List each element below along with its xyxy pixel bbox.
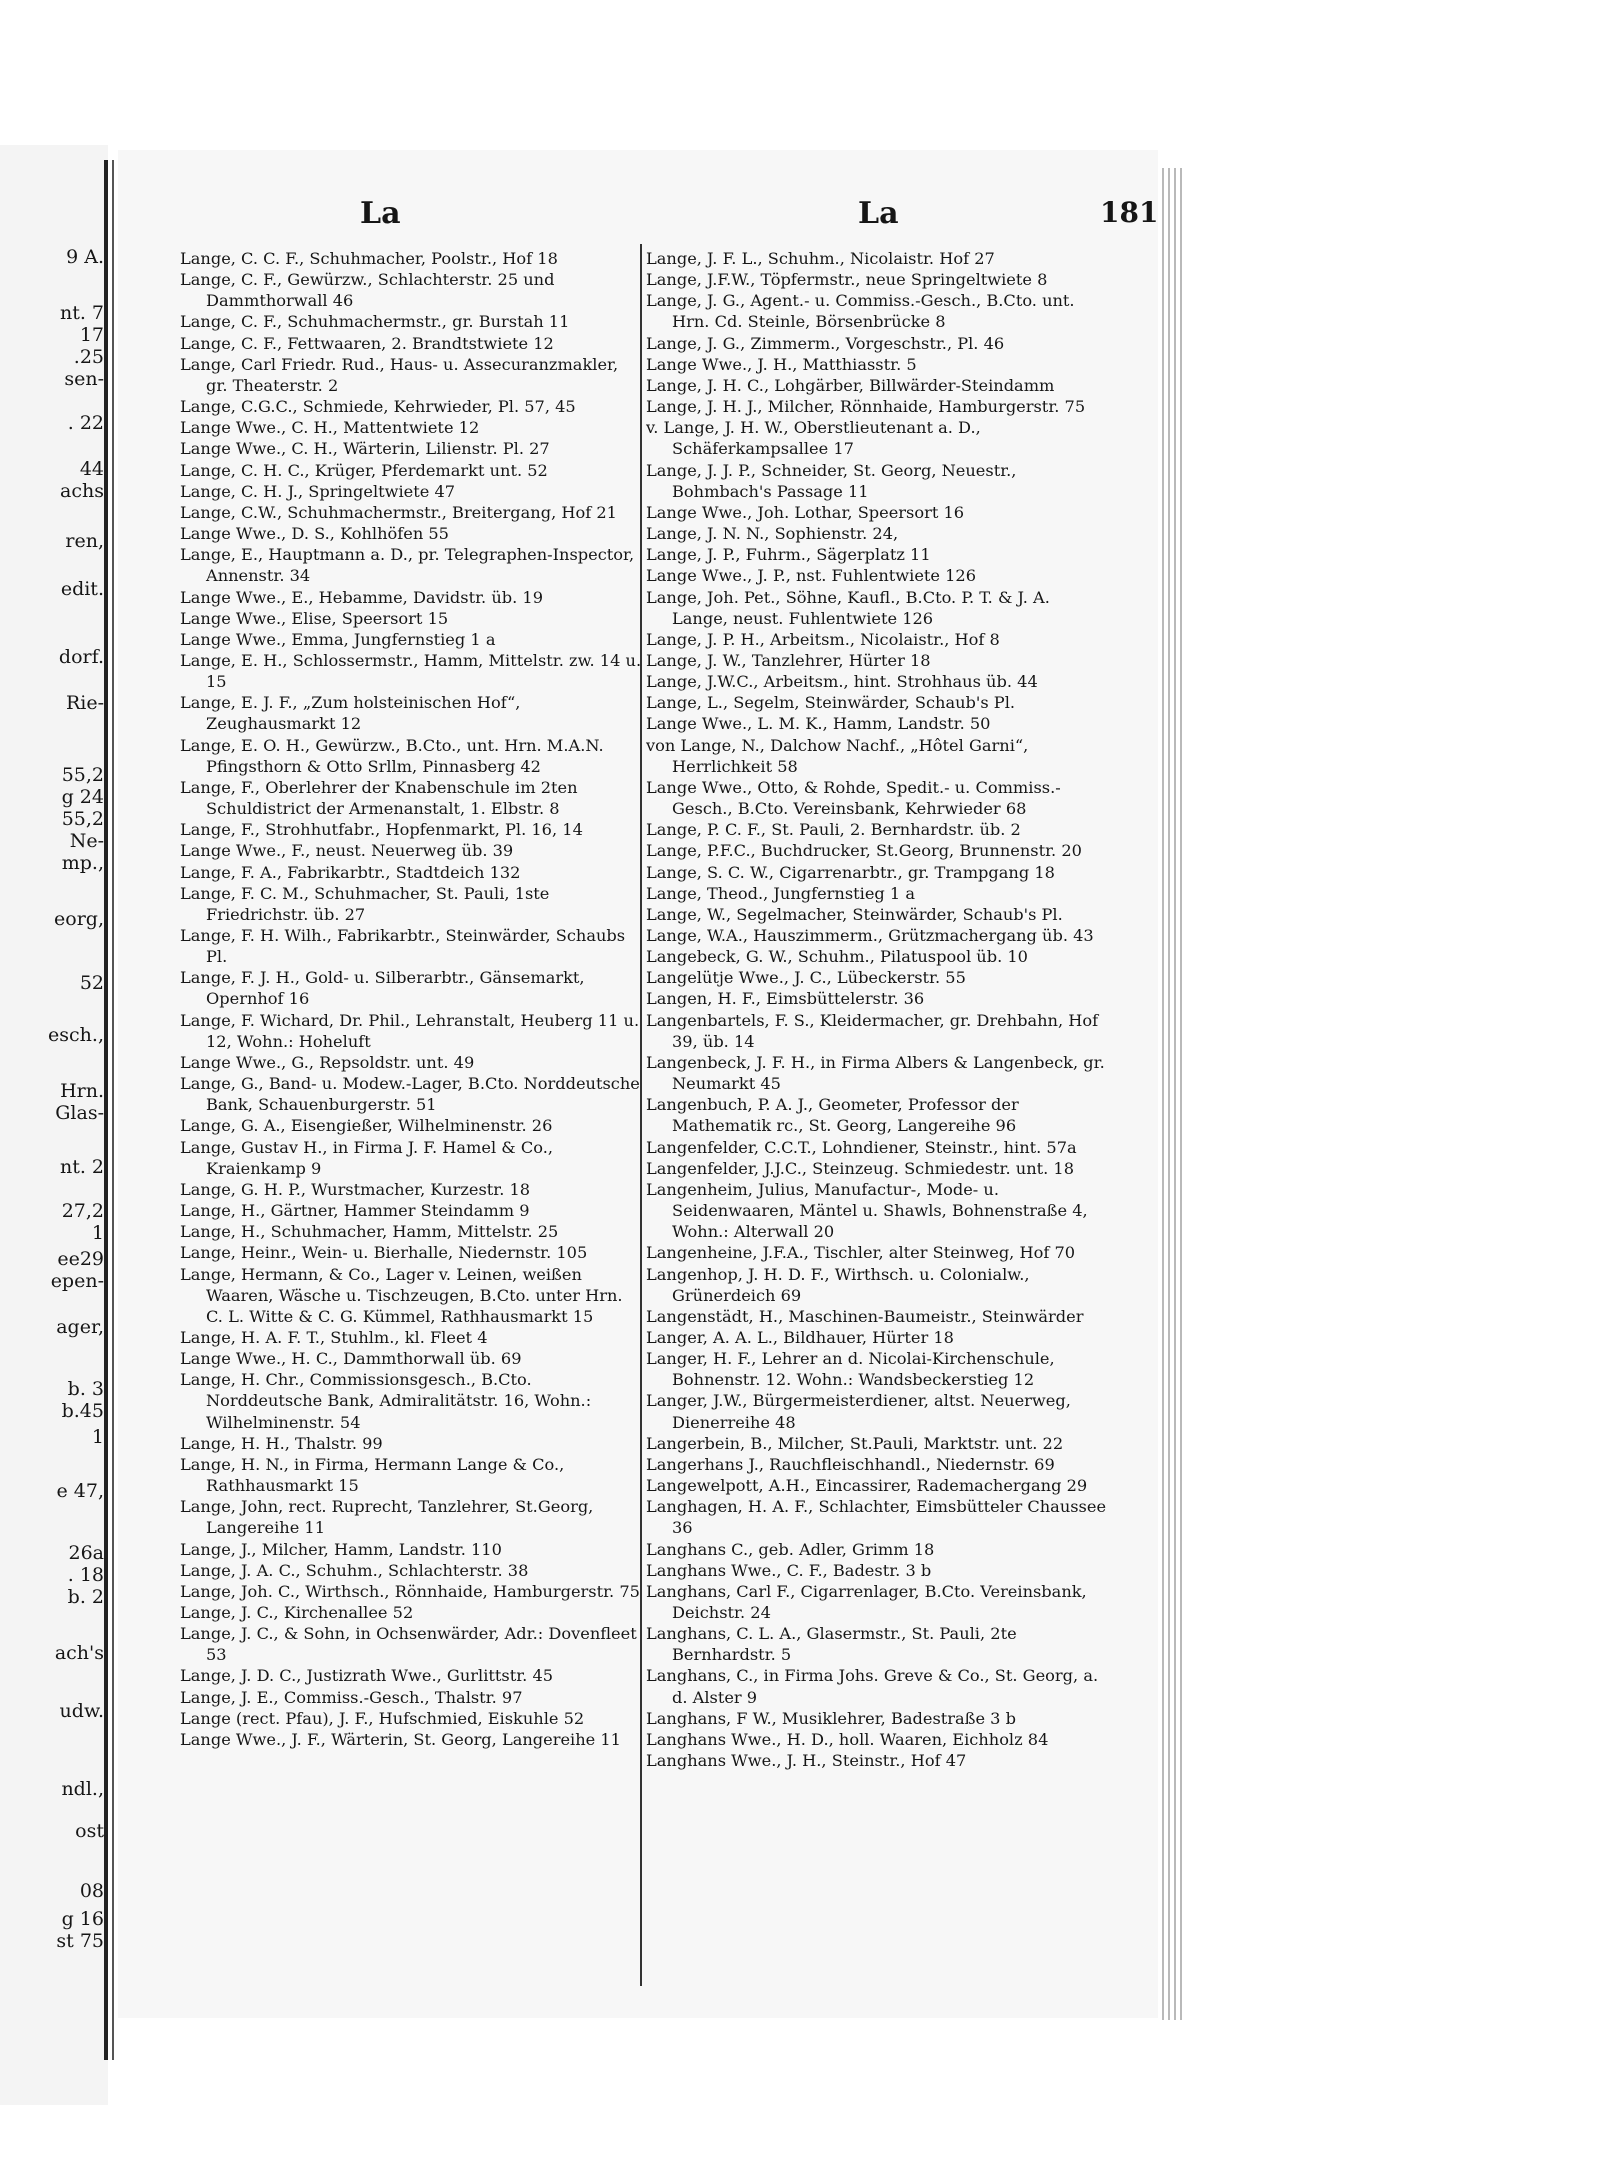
- directory-entry: Lange, J. J. P., Schneider, St. Georg, Neuestr., Bohmbach's Passage 11: [646, 460, 1017, 501]
- right-column: [646, 248, 1110, 1771]
- directory-entry: Langerbein, B., Milcher, St.Pauli, Marktstr. unt. 22: [646, 1433, 1064, 1453]
- book-gutter: [104, 160, 108, 2060]
- directory-entry: Lange Wwe., Emma, Jungfernstieg 1 a: [180, 629, 496, 649]
- directory-entry: Lange Wwe., G., Repsoldstr. unt. 49: [180, 1052, 475, 1072]
- directory-entry: Lange, E. H., Schlossermstr., Hamm, Mittelstr. zw. 14 u. 15: [180, 650, 642, 692]
- previous-page-text: 27,2: [61, 1200, 104, 1222]
- directory-entry: Lange, E., Hauptmann a. D., pr. Telegraphen-Inspector, Annenstr. 34: [180, 545, 635, 586]
- directory-entry: Lange, F., Strohhutfabr., Hopfenmarkt, Pl. 16, 14: [180, 820, 583, 840]
- page-edge: [1162, 168, 1164, 2020]
- directory-entry: Lange Wwe., Joh. Lothar, Speersort 16: [646, 502, 965, 522]
- directory-entry: Langhans, C. L. A., Glasermstr., St. Pauli, 2te Bernhardstr. 5: [646, 1624, 1017, 1665]
- directory-entry: Langenfelder, C.C.T., Lohndiener, Steinstr., hint. 57a: [646, 1137, 1077, 1157]
- directory-entry: Lange, J., Milcher, Hamm, Landstr. 110: [180, 1539, 502, 1559]
- directory-entry: Lange Wwe., Otto, & Rohde, Spedit.- u. Commiss.-Gesch., B.Cto. Vereinsbank, Kehrwieder 68: [646, 777, 1061, 819]
- directory-entry: Lange, C. H. J., Springeltwiete 47: [180, 481, 456, 501]
- previous-page-text: g 16: [61, 1908, 104, 1930]
- directory-entry: Lange, C. F., Schuhmachermstr., gr. Burstah 11: [180, 312, 570, 332]
- directory-entry: Lange, W.A., Hauszimmerm., Grützmachergang üb. 43: [646, 926, 1094, 945]
- directory-entry: Lange, H. H., Thalstr. 99: [180, 1433, 383, 1453]
- previous-page-text: Glas-: [55, 1102, 104, 1124]
- directory-entry: Lange, J. W., Tanzlehrer, Hürter 18: [646, 650, 931, 670]
- directory-entry: Lange, J.W.C., Arbeitsm., hint. Strohhaus üb. 44: [646, 672, 1038, 692]
- page-edge: [1180, 168, 1182, 2020]
- directory-entry: Lange, Theod., Jungfernstieg 1 a: [646, 883, 916, 903]
- directory-entry: Lange, J. F. L., Schuhm., Nicolaistr. Hof 27: [646, 249, 995, 268]
- previous-page-text: .25: [73, 346, 104, 368]
- directory-entry: Lange, C. F., Fettwaaren, 2. Brandtstwiete 12: [180, 333, 554, 353]
- directory-entry: Langhagen, H. A. F., Schlachter, Eimsbütteler Chaussee 36: [646, 1497, 1107, 1538]
- directory-entry: Lange, C. C. F., Schuhmacher, Poolstr., Hof 18: [180, 249, 558, 268]
- directory-entry: Lange, J. D. C., Justizrath Wwe., Gurlittstr. 45: [180, 1666, 554, 1686]
- directory-entry: Lange, C.G.C., Schmiede, Kehrwieder, Pl. 57, 45: [180, 397, 576, 417]
- directory-entry: Langhans, C., in Firma Johs. Greve & Co., St. Georg, a. d. Alster 9: [646, 1666, 1099, 1707]
- directory-entry: Lange Wwe., J. P., nst. Fuhlentwiete 126: [646, 566, 977, 586]
- directory-entry: Lange, Heinr., Wein- u. Bierhalle, Niedernstr. 105: [180, 1243, 588, 1263]
- directory-entry: Lange Wwe., D. S., Kohlhöfen 55: [180, 524, 449, 544]
- page-edge: [1174, 168, 1176, 2020]
- directory-entry: Lange, J. N. N., Sophienstr. 24,: [646, 524, 899, 544]
- previous-page-text: ost: [75, 1820, 104, 1842]
- directory-entry: Langerhans J., Rauchfleischhandl., Niedernstr. 69: [646, 1454, 1055, 1474]
- previous-page-text: 55,2: [61, 808, 104, 830]
- directory-entry: Lange, C. H. C., Krüger, Pferdemarkt unt. 52: [180, 460, 548, 480]
- directory-entry: Langenheine, J.F.A., Tischler, alter Steinweg, Hof 70: [646, 1243, 1076, 1263]
- previous-page-text: 44: [79, 458, 104, 480]
- previous-page-text: 1: [91, 1426, 104, 1448]
- previous-page-text: e 47,: [56, 1480, 104, 1502]
- directory-entry: Lange, John, rect. Ruprecht, Tanzlehrer, St.Georg, Langereihe 11: [180, 1497, 594, 1538]
- directory-entry: Lange, F., Oberlehrer der Knabenschule im 2ten Schuldistrict der Armenanstalt, 1. Elbstr. 8: [180, 777, 578, 819]
- directory-entry: Lange Wwe., F., neust. Neuerweg üb. 39: [180, 841, 514, 861]
- previous-page-text: ach's: [54, 1642, 104, 1664]
- previous-page-text: st 75: [56, 1930, 104, 1952]
- directory-entry: Lange, H. A. F. T., Stuhlm., kl. Fleet 4: [180, 1327, 488, 1347]
- book-gutter-shadow: [112, 160, 114, 2060]
- directory-entry: Langenbeck, J. F. H., in Firma Albers & Langenbeck, gr. Neumarkt 45: [646, 1052, 1105, 1094]
- previous-page-text: ndl.,: [61, 1778, 104, 1800]
- previous-page-text: 08: [79, 1880, 104, 1902]
- directory-entry: Lange, J. G., Agent.- u. Commiss.-Gesch., B.Cto. unt. Hrn. Cd. Steinle, Börsenbrücke 8: [646, 291, 1075, 332]
- previous-page-text: Ne-: [69, 830, 104, 852]
- directory-entry: Lange Wwe., C. H., Wärterin, Lilienstr. Pl. 27: [180, 439, 550, 459]
- directory-entry: Langewelpott, A.H., Eincassirer, Rademachergang 29: [646, 1476, 1088, 1496]
- directory-entry: Langebeck, G. W., Schuhm., Pilatuspool üb. 10: [646, 947, 1028, 967]
- previous-page-text: 55,2: [61, 764, 104, 786]
- directory-entry: Langenbartels, F. S., Kleidermacher, gr. Drehbahn, Hof 39, üb. 14: [646, 1010, 1099, 1051]
- directory-entry: Langenfelder, J.J.C., Steinzeug. Schmiedestr. unt. 18: [646, 1158, 1075, 1178]
- directory-entry: Lange (rect. Pfau), J. F., Hufschmied, Eiskuhle 52: [180, 1708, 585, 1728]
- directory-entry: Lange, W., Segelmacher, Steinwärder, Schaub's Pl.: [646, 904, 1063, 924]
- previous-page-text: epen-: [50, 1270, 104, 1292]
- directory-entry: Lange, E. O. H., Gewürzw., B.Cto., unt. Hrn. M.A.N. Pfingsthorn & Otto Srllm, Pinnasberg 42: [180, 735, 604, 776]
- directory-entry: Lange Wwe., L. M. K., Hamm, Landstr. 50: [646, 714, 991, 734]
- previous-page-text: nt. 2: [59, 1156, 104, 1178]
- directory-entry: Lange, G., Band- u. Modew.-Lager, B.Cto. Norddeutsche Bank, Schauenburgerstr. 51: [180, 1074, 640, 1115]
- directory-entry: Lange, Carl Friedr. Rud., Haus- u. Assecuranzmakler, gr. Theaterstr. 2: [180, 354, 619, 395]
- directory-entry: Lange Wwe., J. H., Matthiasstr. 5: [646, 354, 917, 374]
- directory-entry: Lange Wwe., C. H., Mattentwiete 12: [180, 418, 480, 438]
- previous-page-fragment: [0, 145, 108, 2105]
- previous-page-text: edit.: [60, 578, 104, 600]
- directory-entry: Lange, L., Segelm, Steinwärder, Schaub's Pl.: [646, 693, 1016, 713]
- directory-entry: Langhans Wwe., C. F., Badestr. 3 b: [646, 1560, 932, 1580]
- directory-entry: Langhans, F W., Musiklehrer, Badestraße 3 b: [646, 1708, 1016, 1728]
- directory-entry: Lange, Gustav H., in Firma J. F. Hamel & Co., Kraienkamp 9: [180, 1137, 553, 1178]
- directory-entry: Lange, Joh. C., Wirthsch., Rönnhaide, Hamburgerstr. 75: [180, 1581, 640, 1601]
- directory-entry: Lange, J. C., Kirchenallee 52: [180, 1603, 414, 1622]
- previous-page-text: ager,: [56, 1316, 104, 1338]
- directory-entry: Lange, J. G., Zimmerm., Vorgeschstr., Pl. 46: [646, 333, 1005, 353]
- running-header-center: La: [858, 196, 899, 231]
- directory-entry: Lange, G. H. P., Wurstmacher, Kurzestr. 18: [180, 1179, 531, 1199]
- directory-entry: Lange, J. P., Fuhrm., Sägerplatz 11: [646, 545, 931, 565]
- directory-entry: Langenstädt, H., Maschinen-Baumeistr., Steinwärder: [646, 1306, 1084, 1326]
- previous-page-text: dorf.: [58, 646, 104, 668]
- directory-entry: Lange, P.F.C., Buchdrucker, St.Georg, Brunnenstr. 20: [646, 841, 1082, 861]
- previous-page-text: . 18: [67, 1564, 104, 1586]
- directory-entry: Lange, H., Gärtner, Hammer Steindamm 9: [180, 1201, 530, 1221]
- directory-entry: Langenhop, J. H. D. F., Wirthsch. u. Colonialw., Grünerdeich 69: [646, 1264, 1030, 1305]
- directory-entry: Langhans Wwe., J. H., Steinstr., Hof 47: [646, 1751, 967, 1771]
- previous-page-text: 9 A.: [66, 246, 104, 268]
- previous-page-text: esch.,: [48, 1024, 104, 1046]
- directory-entry: Langelütje Wwe., J. C., Lübeckerstr. 55: [646, 968, 966, 988]
- directory-entry: Langhans Wwe., H. D., holl. Waaren, Eichholz 84: [646, 1729, 1049, 1749]
- directory-entry: Lange, F. J. H., Gold- u. Silberarbtr., Gänsemarkt, Opernhof 16: [180, 968, 585, 1009]
- directory-entry: Langhans, Carl F., Cigarrenlager, B.Cto. Vereinsbank, Deichstr. 24: [646, 1581, 1087, 1622]
- previous-page-text: 17: [79, 324, 104, 346]
- running-header-left: La: [360, 196, 401, 231]
- directory-entry: Lange, J. H. C., Lohgärber, Billwärder-Steindamm: [646, 375, 1055, 395]
- previous-page-text: ee29: [57, 1248, 104, 1270]
- directory-entry: Lange, G. A., Eisengießer, Wilhelminenstr. 26: [180, 1116, 553, 1136]
- directory-entry: Lange, S. C. W., Cigarrenarbtr., gr. Trampgang 18: [646, 862, 1055, 882]
- directory-entry: Lange Wwe., E., Hebamme, Davidstr. üb. 19: [180, 587, 544, 607]
- directory-entry: Lange, E. J. F., „Zum holsteinischen Hof“, Zeughausmarkt 12: [180, 693, 521, 734]
- left-column: [180, 248, 644, 1750]
- previous-page-text: mp.,: [61, 852, 104, 874]
- directory-entry: Langer, A. A. L., Bildhauer, Hürter 18: [646, 1327, 954, 1347]
- previous-page-text: 26a: [68, 1542, 104, 1564]
- directory-entry: Lange, Joh. Pet., Söhne, Kaufl., B.Cto. P. T. & J. A. Lange, neust. Fuhlentwiete 126: [646, 587, 1050, 628]
- directory-entry: Lange, J. P. H., Arbeitsm., Nicolaistr., Hof 8: [646, 629, 1000, 649]
- directory-entry: Lange, P. C. F., St. Pauli, 2. Bernhardstr. üb. 2: [646, 820, 1021, 840]
- directory-entry: Langhans C., geb. Adler, Grimm 18: [646, 1539, 935, 1559]
- page-edge: [1168, 168, 1170, 2020]
- directory-entry: Lange, H. N., in Firma, Hermann Lange & Co., Rathhausmarkt 15: [180, 1454, 565, 1496]
- directory-entry: v. Lange, J. H. W., Oberstlieutenant a. D., Schäferkampsallee 17: [646, 418, 981, 459]
- directory-entry: Lange, F. Wichard, Dr. Phil., Lehranstalt, Heuberg 11 u. 12, Wohn.: Hoheluft: [180, 1010, 640, 1051]
- directory-entry: Lange, C. F., Gewürzw., Schlachterstr. 25 und Dammthorwall 46: [180, 270, 555, 311]
- previous-page-text: sen-: [64, 368, 104, 390]
- previous-page-text: 52: [79, 972, 104, 994]
- previous-page-text: g 24: [61, 786, 104, 808]
- directory-entry: Lange, J. H. J., Milcher, Rönnhaide, Hamburgerstr. 75: [646, 397, 1086, 417]
- directory-entry: Lange, F. C. M., Schuhmacher, St. Pauli, 1ste Friedrichstr. üb. 27: [180, 883, 550, 924]
- page-number: 181: [1100, 196, 1159, 229]
- directory-entry: Lange, H. Chr., Commissionsgesch., B.Cto. Norddeutsche Bank, Admiralitätstr. 16, Wohn.: Wilhelminenstr. 54: [180, 1370, 592, 1432]
- directory-entry: Langer, H. F., Lehrer an d. Nicolai-Kirchenschule, Bohnenstr. 12. Wohn.: Wandsbeckerstieg 12: [646, 1349, 1055, 1390]
- directory-entry: Langen, H. F., Eimsbüttelerstr. 36: [646, 989, 925, 1009]
- directory-entry: Lange Wwe., J. F., Wärterin, St. Georg, Langereihe 11: [180, 1729, 621, 1749]
- directory-entry: Langenheim, Julius, Manufactur-, Mode- u. Seidenwaaren, Mäntel u. Shawls, Bohnenstraße 4, Wohn.: Alterwall 20: [646, 1179, 1088, 1242]
- directory-entry: Lange, F. H. Wilh., Fabrikarbtr., Steinwärder, Schaubs Pl.: [180, 926, 626, 967]
- previous-page-text: b. 3: [67, 1378, 104, 1400]
- directory-entry: Lange, Hermann, & Co., Lager v. Leinen, weißen Waaren, Wäsche u. Tischzeugen, B.Cto. unter Hrn. C. L. Witte & C. G. Kümmel, Rathhausmarkt 15: [180, 1264, 623, 1326]
- directory-entry: Lange, J. C., & Sohn, in Ochsenwärder, Adr.: Dovenfleet 53: [180, 1624, 637, 1665]
- previous-page-text: Hrn.: [60, 1080, 104, 1102]
- directory-entry: Lange, J. A. C., Schuhm., Schlachterstr. 38: [180, 1560, 529, 1580]
- directory-entry: Lange, J.F.W., Töpfermstr., neue Springeltwiete 8: [646, 270, 1048, 290]
- previous-page-text: 1: [91, 1222, 104, 1244]
- previous-page-text: eorg,: [54, 908, 104, 930]
- directory-entry: Lange Wwe., H. C., Dammthorwall üb. 69: [180, 1349, 522, 1369]
- directory-entry: Lange, J. E., Commiss.-Gesch., Thalstr. 97: [180, 1687, 523, 1707]
- previous-page-text: b. 2: [67, 1586, 104, 1608]
- previous-page-text: Rie-: [65, 692, 104, 714]
- directory-entry: Lange, H., Schuhmacher, Hamm, Mittelstr. 25: [180, 1222, 559, 1242]
- directory-entry: Langer, J.W., Bürgermeisterdiener, altst. Neuerweg, Dienerreihe 48: [646, 1391, 1071, 1432]
- directory-entry: Lange, F. A., Fabrikarbtr., Stadtdeich 132: [180, 862, 521, 882]
- previous-page-text: nt. 7: [59, 302, 104, 324]
- directory-entry: Langenbuch, P. A. J., Geometer, Professor der Mathematik rc., St. Georg, Langereihe 96: [646, 1095, 1019, 1136]
- previous-page-text: . 22: [67, 412, 104, 434]
- previous-page-text: ren,: [65, 530, 104, 552]
- previous-page-text: b.45: [61, 1400, 104, 1422]
- directory-entry: Lange, C.W., Schuhmachermstr., Breitergang, Hof 21: [180, 502, 617, 522]
- directory-entry: Lange Wwe., Elise, Speersort 15: [180, 608, 449, 628]
- previous-page-text: udw.: [59, 1700, 104, 1722]
- directory-entry: von Lange, N., Dalchow Nachf., „Hôtel Garni“, Herrlichkeit 58: [646, 735, 1029, 776]
- previous-page-text: achs: [60, 480, 104, 502]
